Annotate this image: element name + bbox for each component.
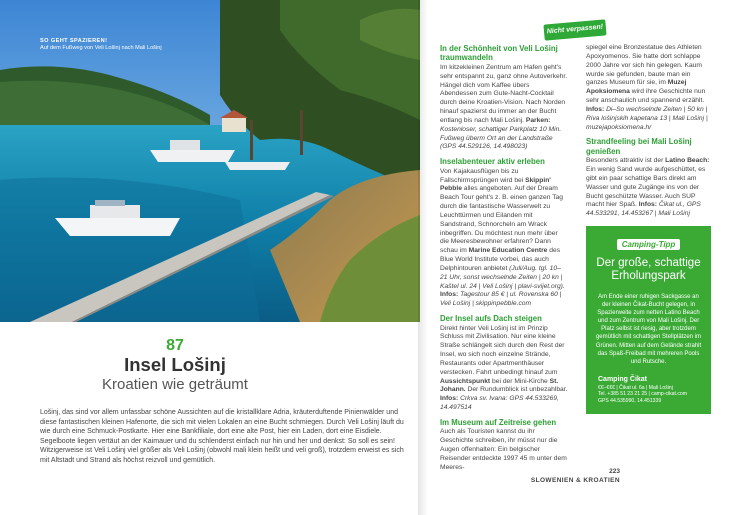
photo-caption — [40, 38, 180, 53]
section-text: Auch als Touristen kannst du ihr Geschichte schreiben, ihr müsst nur die Augen offenhalten: Ein belgischer Reisender entdeckte 1997 45 m unter dem Meeres- — [440, 428, 567, 471]
section-text: Im kitzekleinen Zentrum am Hafen geht's sehr entspannt zu, ganz ohne Autoverkehr. Hängel dich vom Kaffee übers Abendessen zum Gute-Nacht-Cocktail durch deine Kroatien-Vision. Nach Norden hinauf spazierst du immer an der Bucht entlang bis nach Mali Lošinj. Parken: Kostenloser, schattiger Parkplatz 10 Min. Fußweg überm Ort an der Landstraße (GPS 44.529126, 14.498023) — [440, 63, 568, 151]
section-heading: In der Schönheit von Veli Lošinj traumwandeln — [440, 44, 558, 63]
page-fold — [418, 0, 428, 515]
column-left — [440, 44, 568, 478]
article-subtitle: Kroatien wie geträumt — [102, 376, 248, 393]
sticker-badge: Nicht verpassen! — [543, 19, 606, 40]
section-text: Direkt hinter Veli Lošinj ist im Prinzip Schluss mit Zivilisation. Nur eine kleine Straße schlängelt sich durch den Rest der Insel, wo sich noch einzelne Strände, Restaurants oder Apartmenthäuser verstecken. Fahrt unbedingt hinauf zum Aussichtspunkt bei der Mini-Kirche St. Johann. Der Rundumblick ist unbezahlbar. Infos: Crkva sv. Ivana: GPS 44.533269, 14.497514 — [440, 324, 568, 412]
section-heading: Inselabenteuer aktiv erleben — [440, 157, 545, 167]
caption-title: SO GEHT SPAZIEREN! — [40, 38, 108, 44]
tip-place: Camping Čikat — [598, 375, 648, 383]
tip-badge: Camping-Tipp — [617, 239, 681, 250]
caption-text: Auf dem Fußweg von Veli Lošinj nach Mali Lošinj — [40, 45, 162, 52]
section-text: spiegel eine Bronzestatue des Athleten Apoxyomenos. Sie hatte dort schlappe 2000 Jahre vor sich hin gelegen. Kaum wurde sie gefunden, baute man ein ganzes Museum für sie, im Muzej Apoksiomena wird ihre Geschichte nun sehr anschaulich und spannend erzählt. Infos: Di–So wechselnde Zeiten | 50 kn | Riva lošinjskih kapetana 13 | Mali Lošinj | muzejapoksiomena.hr — [586, 44, 708, 131]
tip-heading: Der große, schattige Erholungspark — [596, 257, 701, 282]
section-label: SLOWENIEN & KROATIEN — [530, 477, 620, 484]
article-intro: Lošinj, das sind vor allem unfassbar schöne Aussichten auf die kristallklare Adria, kräuterduftende Pinienwälder und diese fantastischen kleinen Hafenorte, die sich mit vielen Lokalen an eine Bucht schmiegen. Durch Veli Lošinj läuft du wie durch eine Schmuck-Postkarte. Hier eine Bankfiliale, dort eine alte Post, hier ein Laden, dort eine Eisdiele. Segelboote liegen vertäut an der Kaimauer und du schlenderst einfach nur hin und her und denkst: So soll es sein! Witzigerweise ist Veli Lošinj viel größer als Veli Lošinj (obwohl mali klein heißt und veli groß), trotzdem erweist es sich mit Altstadt und Strand als höchst reizvoll und gemütlich. — [40, 409, 404, 464]
column-right — [586, 44, 712, 224]
section-text: Von Kajakausflügen bis zu Fallschirmsprüngen wird bei Skippin' Pebble alles angeboten. Auf der Dream Beach Tour geht's z. B. einen ganzen Tag durch die fantastische Wasserwelt zu Leuchttürmen und Eilanden mit Sandstrand, Schnorcheln am Wrack inbegriffen. Du möchtest nun mehr über die Meeresbewohner erfahren? Dann schau im Marine Education Centre des Blue World Institute vorbei, das auch Delphintouren anbietet (Juli/Aug. tgl. 10–21 Uhr, sonst wechselnde Zeiten | 20 kn | Kaštel ul. 24 | Veli Lošinj | plavi-svijet.org). Infos: Tagestour 85 € | ul. Rovenska 60 | Veli Lošinj | skippinpebble.com — [440, 167, 565, 308]
tip-info: €€–€€€ | Čikat ul. 6a | Mali Lošinj Tel. +385 51 23 21 25 | camp-cikat.com GPS 44.535990, 14.451339 — [598, 384, 687, 405]
section-heading: Im Museum auf Zeitreise gehen — [440, 418, 557, 427]
section-text: Besonders attraktiv ist der Latino Beach: Ein wenig Sand wurde aufgeschüttet, es gibt ein paar schattige Bars direkt am Wasser und gute Zugänge ins von der Bucht geschützte Wasser. Auch SUP macht hier Spaß. Infos: Čikat ul., GPS 44.533291, 14.453267 | Mali Lošinj — [586, 157, 710, 218]
camping-tip-box — [586, 226, 711, 414]
section-heading: Der Insel aufs Dach steigen — [440, 314, 542, 324]
article-number: 87 — [166, 337, 184, 354]
article-title: Insel Lošinj — [124, 354, 226, 375]
page-number: 223 — [609, 468, 620, 475]
section-heading: Strandfeeling bei Mali Lošinj genießen — [586, 137, 692, 156]
tip-text: Am Ende einer ruhigen Sackgasse an der kleinen Čikat-Bucht gelegen, in Spazierweite zum netten Latino Beach und zum Zentrum von Mali Lošinj. Der Platz selbst ist riesig, aber trotzdem gemütlich mit schattigen Stellplätzen im Grünen. Mitten auf dem Gelände strahlt das Spaß-Freibad mit mehreren Pools und Rutsche. — [595, 294, 702, 365]
